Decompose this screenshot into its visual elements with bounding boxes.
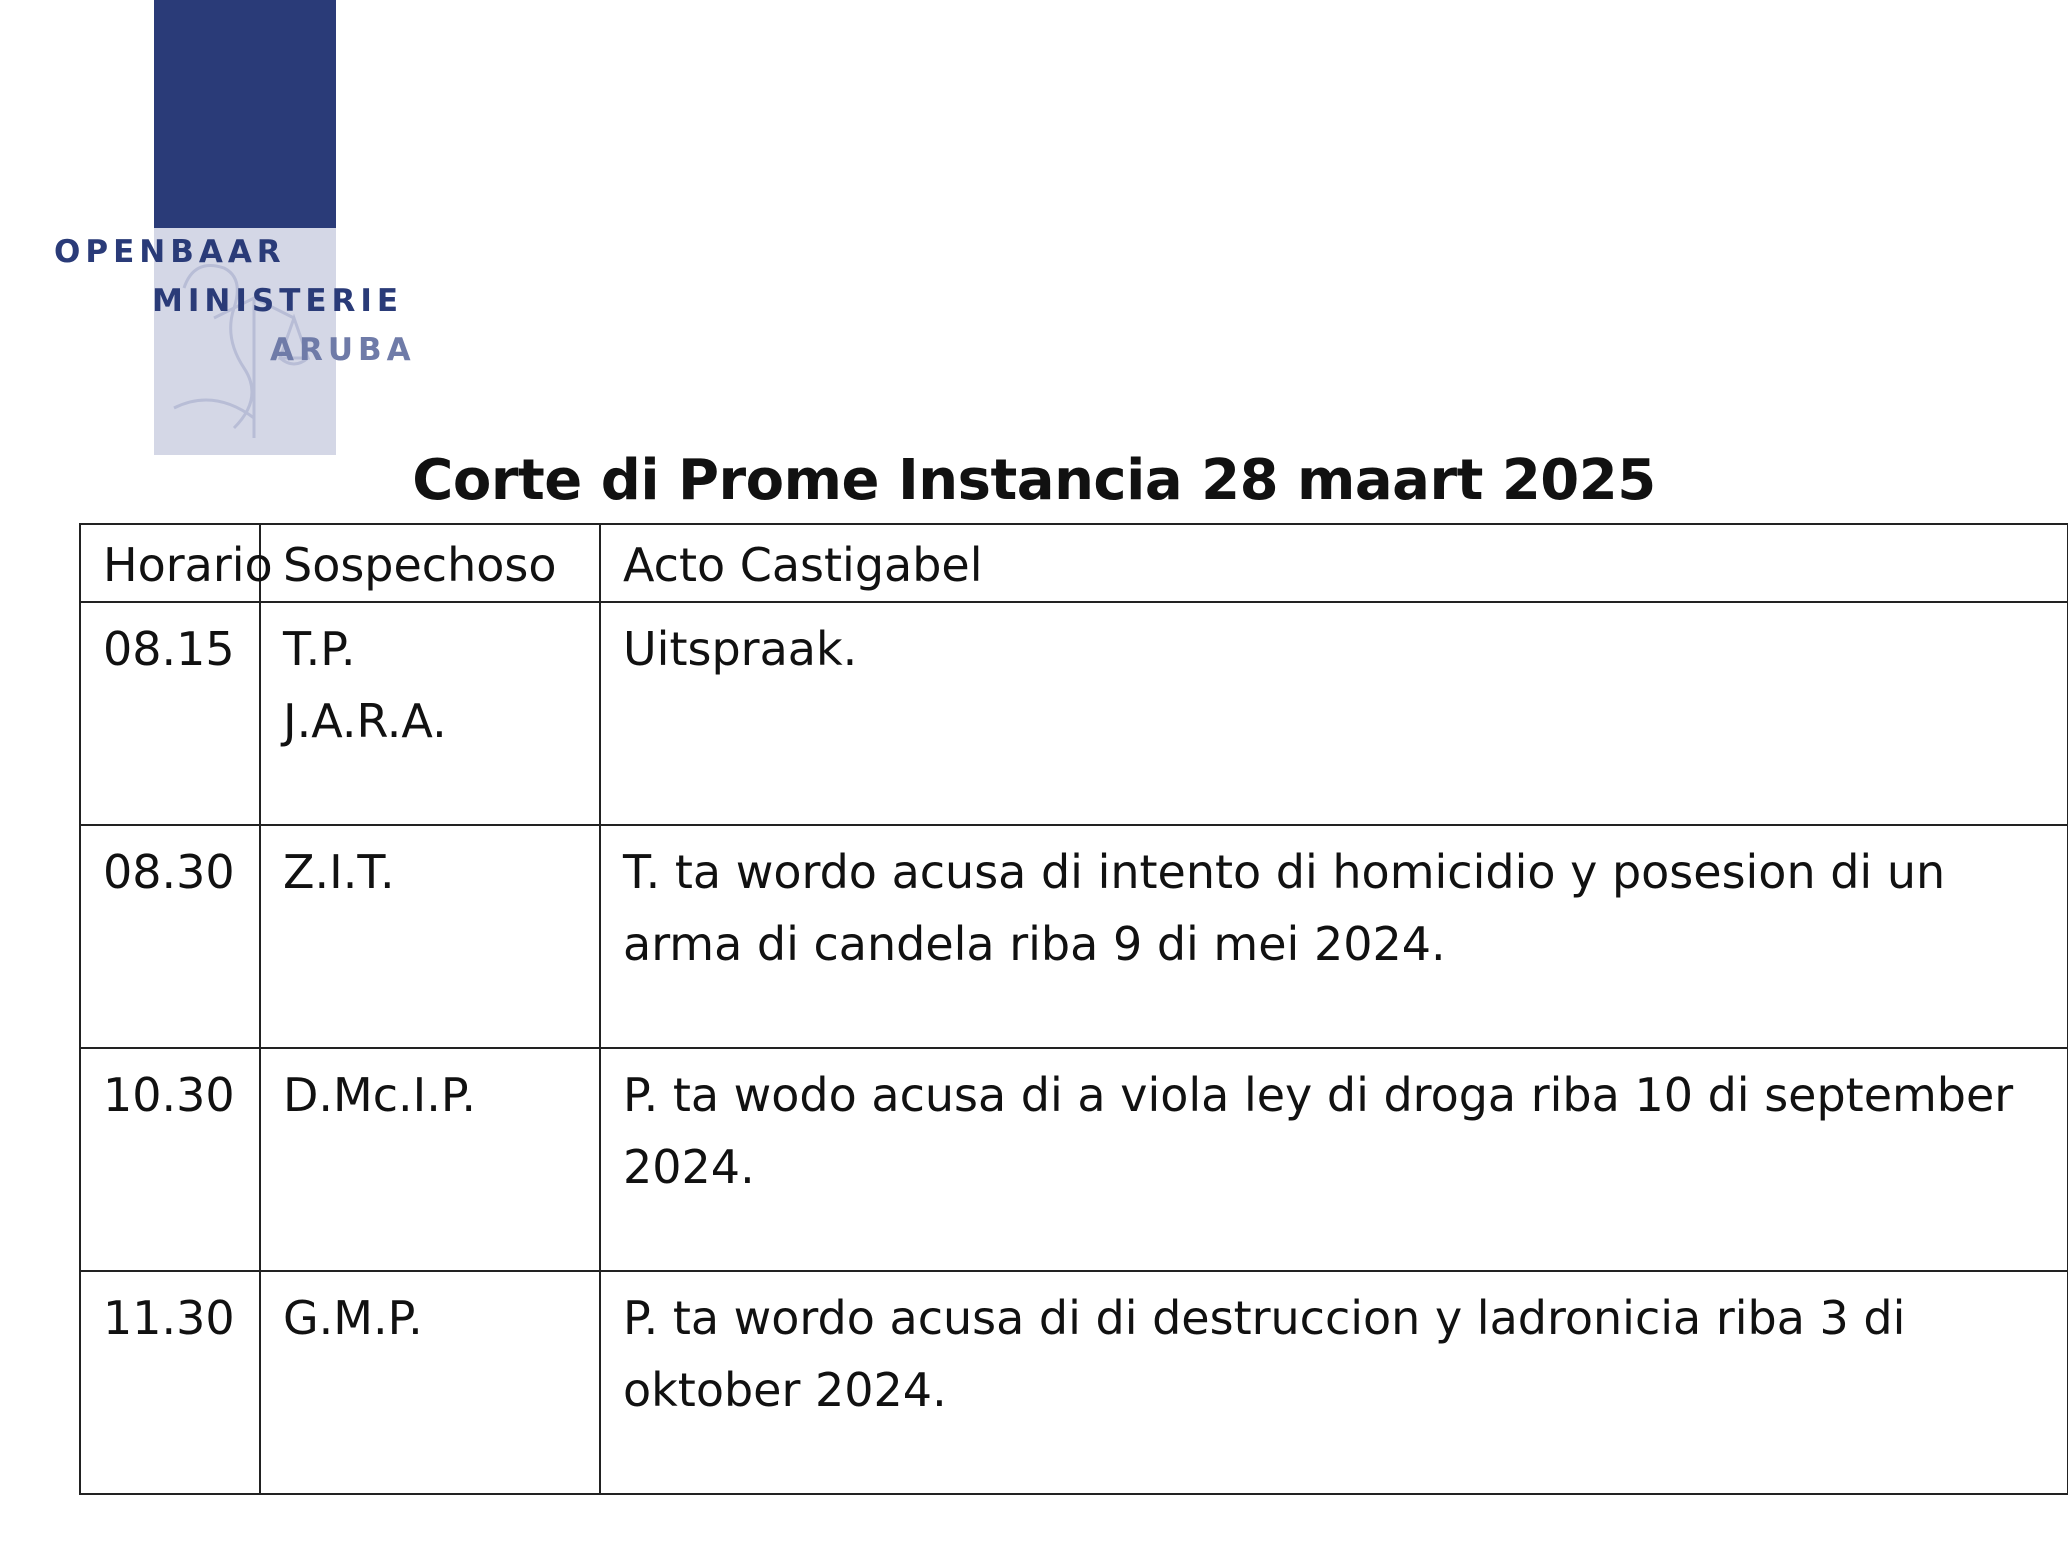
cell-time: 08.30 [80,825,260,1048]
header-acto-castigabel: Acto Castigabel [600,524,2068,602]
logo-text-ministerie: MINISTERIE [152,283,404,319]
hearing-schedule-table [79,523,2068,1495]
cell-suspects [260,825,600,1048]
logo-text-aruba: ARUBA [270,332,416,368]
suspect-initials: D.Mc.I.P. [283,1068,477,1122]
table-row [80,825,2068,1048]
logo-text-openbaar: OPENBAAR [54,234,286,270]
suspect-initials: T.P. [283,622,356,676]
cell-time: 10.30 [80,1048,260,1271]
cell-suspects [260,1271,600,1494]
suspect-initials: J.A.R.A. [283,694,447,748]
header-horario: Horario [80,524,260,602]
coat-of-arms-icon [324,22,474,207]
cell-act: P. ta wodo acusa di a viola ley di droga riba 10 di september 2024. [600,1048,2068,1271]
cell-suspects [260,1048,600,1271]
cell-act: T. ta wordo acusa di intento di homicidio y posesion di un arma di candela riba 9 di mei 2024. [600,825,2068,1048]
logo-dark-band [154,0,336,228]
table-row [80,1271,2068,1494]
cell-act: P. ta wordo acusa di di destruccion y ladronicia riba 3 di oktober 2024. [600,1271,2068,1494]
header-sospechoso: Sospechoso [260,524,600,602]
ministry-logo [0,0,460,455]
cell-time: 08.15 [80,602,260,825]
cell-time: 11.30 [80,1271,260,1494]
cell-act: Uitspraak. [600,602,2068,825]
table-row [80,602,2068,825]
cell-suspects [260,602,600,825]
table-row [80,1048,2068,1271]
table-header-row [80,524,2068,602]
suspect-initials: Z.I.T. [283,845,395,899]
page-title: Corte di Prome Instancia 28 maart 2025 [412,448,1656,513]
suspect-initials: G.M.P. [283,1291,423,1345]
